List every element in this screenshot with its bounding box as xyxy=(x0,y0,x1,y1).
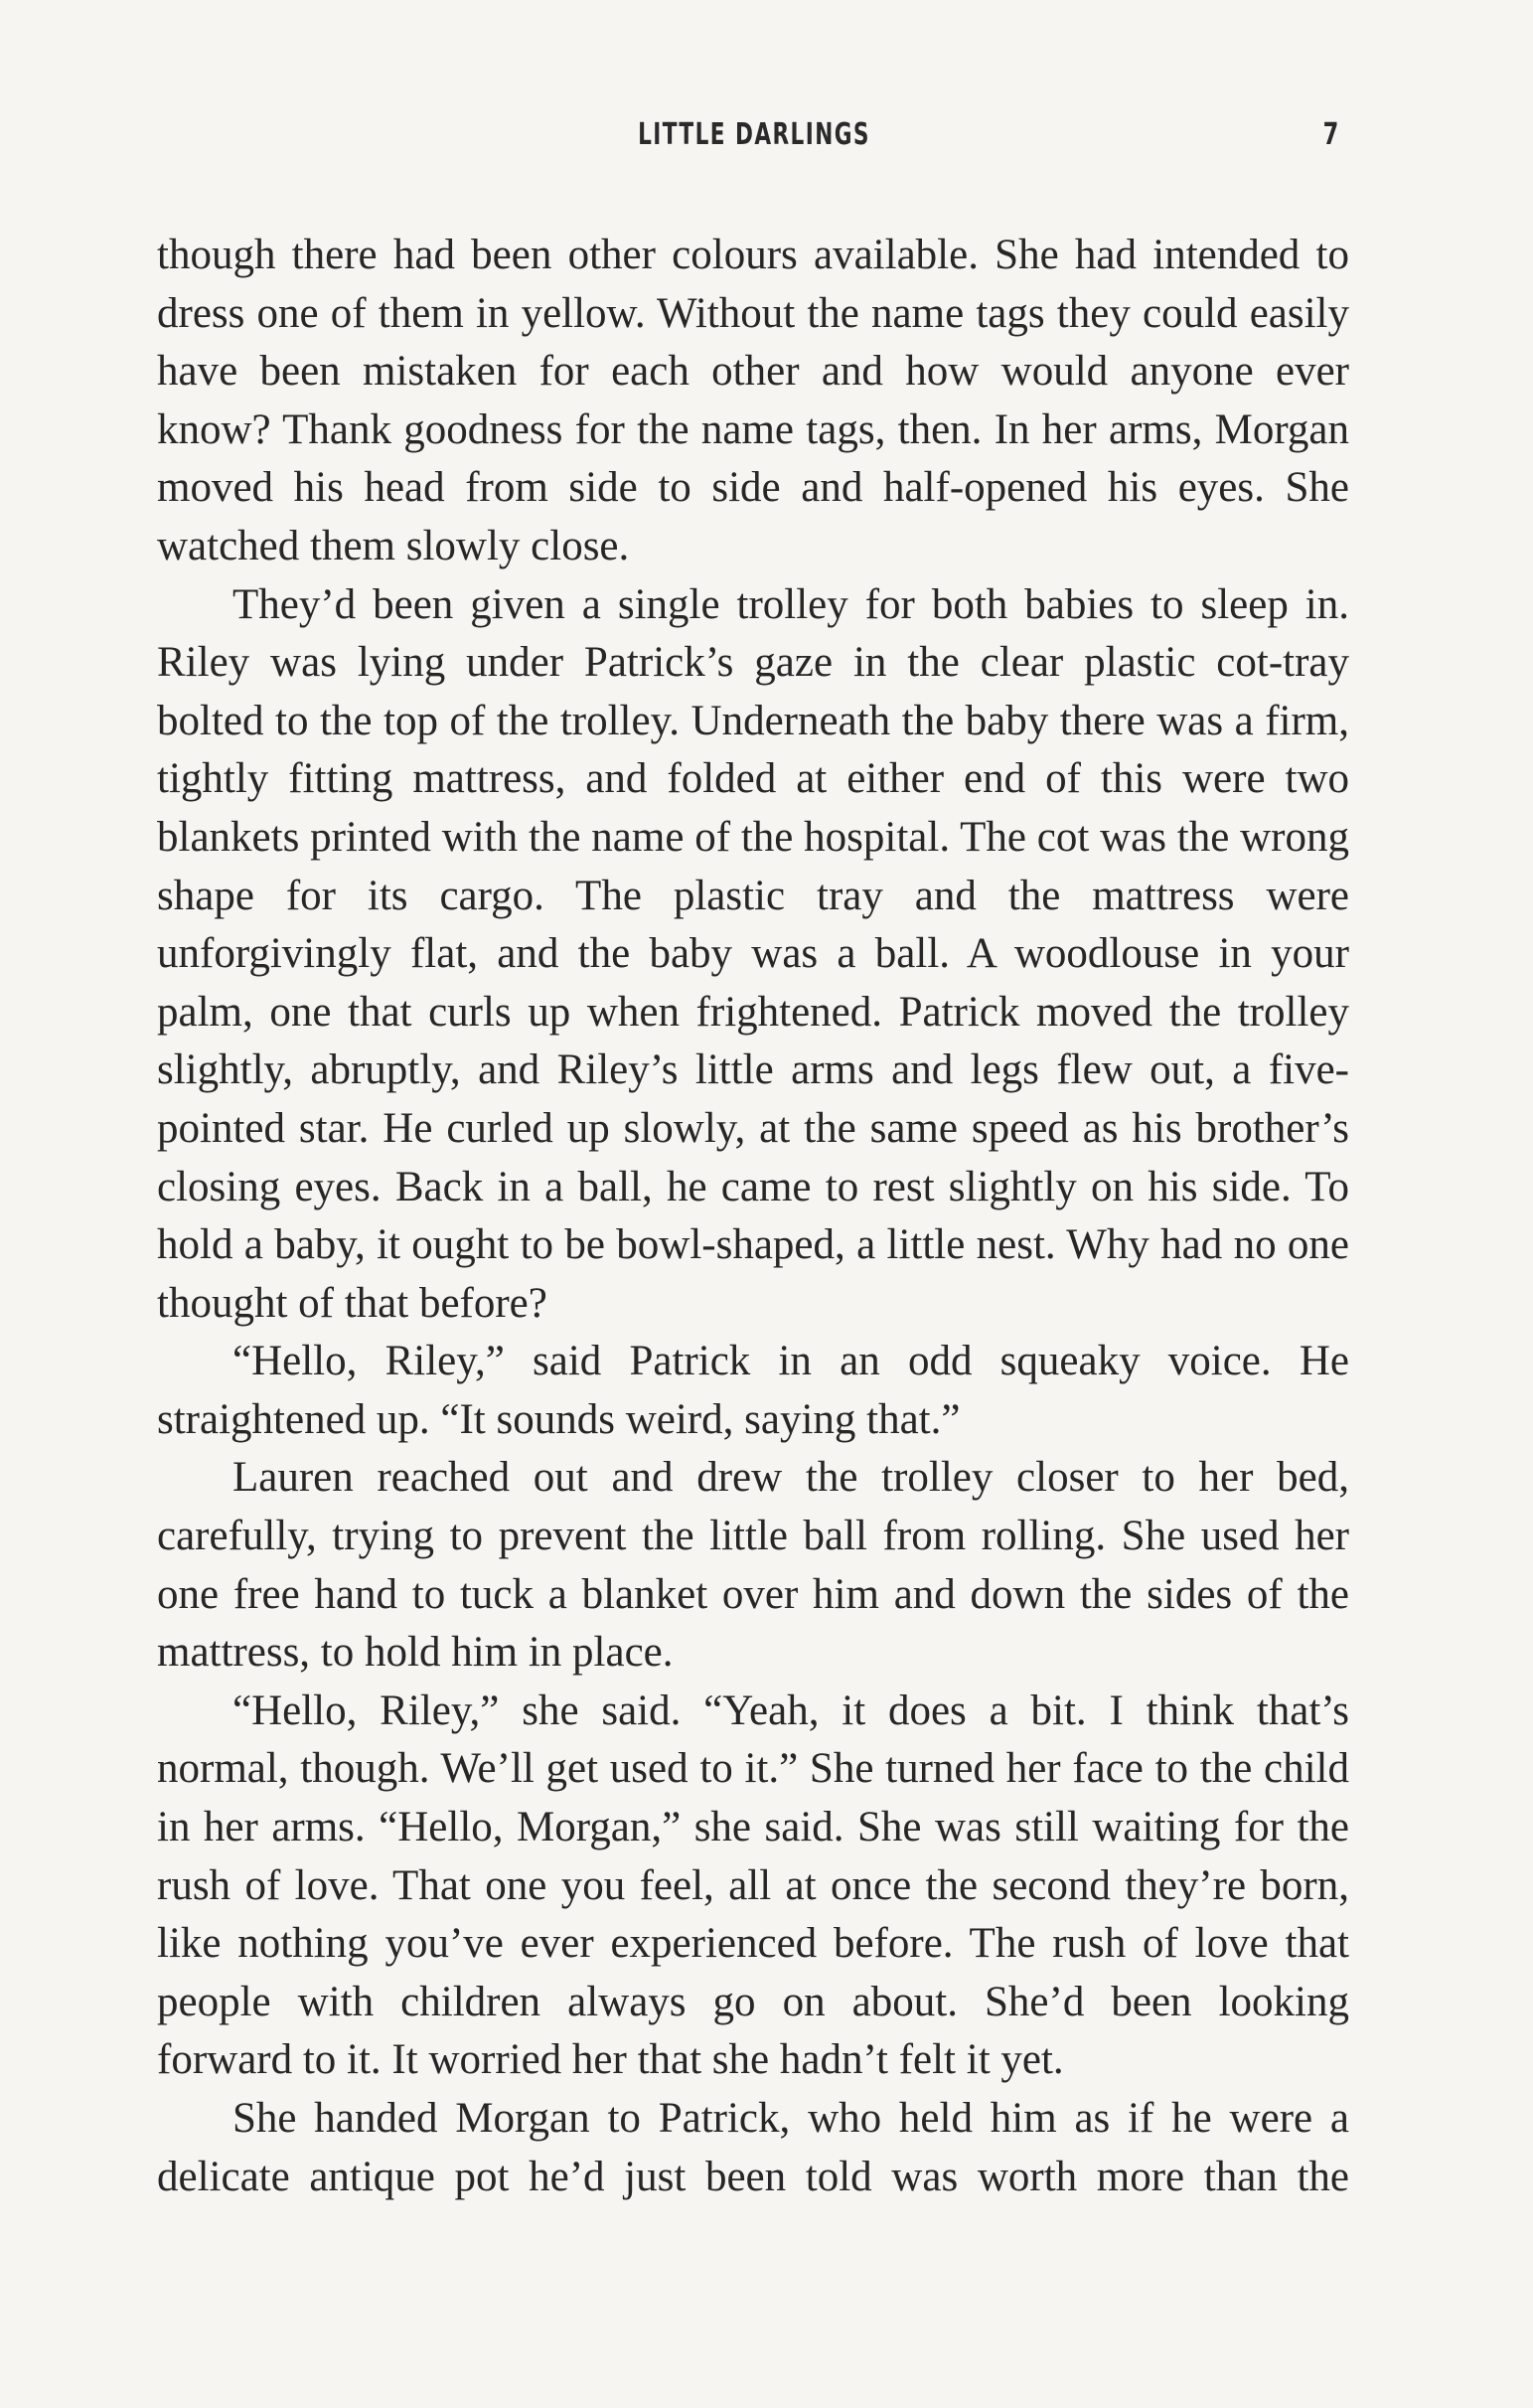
running-head xyxy=(157,117,1351,165)
paragraph: “Hello, Riley,” she said. “Yeah, it does a bit. I think that’s normal, though. We’ll get used to it.” She turned her face to the child in her arms. “Hello, Morgan,” she said. She was still waiting for the rush of love. That one you feel, all at once the second they’re born, like nothing you’ve ever experienced before. The rush of love that people with children always go on about. She’d been looking forward to it. It worried her that she hadn’t felt it yet. xyxy=(157,1686,1349,2084)
body-text xyxy=(157,227,1349,2206)
paragraph: She handed Morgan to Patrick, who held him as if he were a delicate antique pot he’d just been told was worth more than the xyxy=(157,2095,1349,2200)
running-title: LITTLE DARLINGS xyxy=(638,117,870,152)
paragraph: Lauren reached out and drew the trolley closer to her bed, carefully, trying to prevent the little ball from rolling. She used her one free hand to tuck a blanket over him and down the sides of the mattress, to hold him in place. xyxy=(157,1454,1349,1677)
paragraph: though there had been other colours available. She had intended to dress one of them in yellow. Without the name tags they could easily have been mistaken for each other and how would anyone ever know? Thank goodness for the name tags, then. In her arms, Morgan moved his head from side to side and half-opened his eyes. She watched them slowly close. xyxy=(157,232,1349,569)
page-number: 7 xyxy=(1322,117,1339,152)
paragraph: “Hello, Riley,” said Patrick in an odd squeaky voice. He straightened up. “It sounds weird, saying that.” xyxy=(157,1338,1349,1443)
paragraph: They’d been given a single trolley for both babies to sleep in. Riley was lying under Patrick’s gaze in the clear plastic cot-tray bolted to the top of the trolley. Underneath the baby there was a firm, tightly fitting mattress, and folded at either end of this were two blankets printed with the name of the hospital. The cot was the wrong shape for its cargo. The plastic tray and the mattress were unforgivingly flat, and the baby was a ball. A woodlouse in your palm, one that curls up when frightened. Patrick moved the trolley slightly, abruptly, and Riley’s little arms and legs flew out, a five-pointed star. He curled up slowly, at the same speed as his brother’s closing eyes. Back in a ball, he came to rest slightly on his side. To hold a baby, it ought to be bowl-shaped, a little nest. Why had no one thought of that before? xyxy=(157,580,1349,1327)
